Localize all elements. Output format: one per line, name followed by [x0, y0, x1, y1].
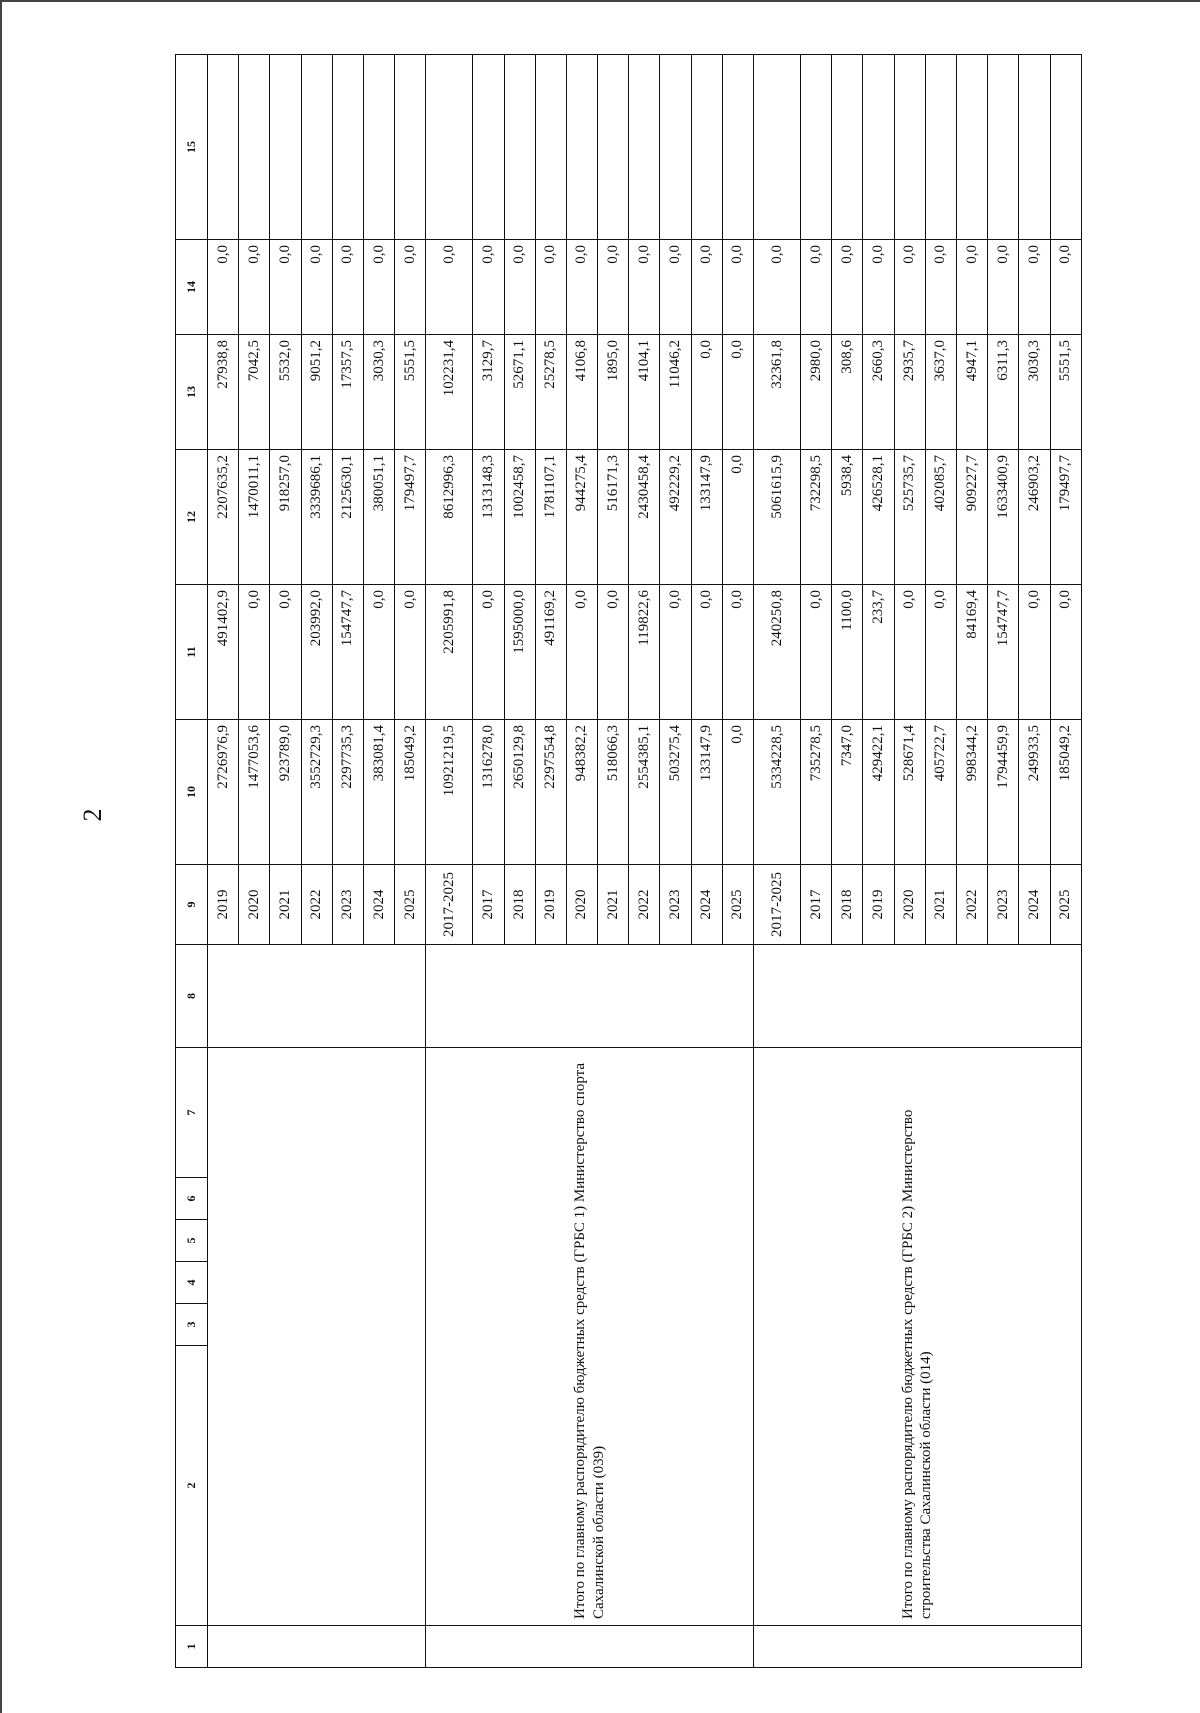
amount-cell-12: 246903,2	[1019, 450, 1050, 585]
col15-cell	[1019, 55, 1050, 240]
amount-cell-10: 7347,0	[832, 720, 863, 865]
col15-cell	[863, 55, 894, 240]
amount-cell-10: 503275,4	[660, 720, 691, 865]
amount-cell-11: 0,0	[691, 585, 722, 720]
amount-cell-13: 27938,8	[208, 335, 239, 450]
amount-cell-14: 0,0	[363, 240, 394, 335]
year-cell: 2017	[801, 865, 832, 945]
amount-cell-13: 32361,8	[754, 335, 801, 450]
amount-cell-12: 402085,7	[925, 450, 956, 585]
col-header-5: 5	[176, 1220, 208, 1262]
grbs-title: Итого по главному распорядителю бюджетных средств (ГРБС 1) Министерство спорта Сахалинской области (039)	[426, 1048, 754, 1626]
amount-cell-10: 0,0	[722, 720, 753, 865]
amount-cell-10: 429422,1	[863, 720, 894, 865]
year-cell: 2022	[629, 865, 660, 945]
col-header-12: 12	[176, 450, 208, 585]
amount-cell-13: 2980,0	[801, 335, 832, 450]
amount-cell-11: 119822,6	[629, 585, 660, 720]
amount-cell-13: 25278,5	[535, 335, 566, 450]
amount-cell-13: 1895,0	[598, 335, 629, 450]
amount-cell-14: 0,0	[988, 240, 1019, 335]
year-cell: 2020	[566, 865, 597, 945]
col8-cell	[208, 945, 426, 1048]
amount-cell-11: 0,0	[395, 585, 426, 720]
amount-cell-11: 154747,7	[332, 585, 363, 720]
col15-cell	[925, 55, 956, 240]
year-cell: 2019	[863, 865, 894, 945]
amount-cell-13: 102231,4	[426, 335, 473, 450]
amount-cell-13: 11046,2	[660, 335, 691, 450]
amount-cell-13: 0,0	[722, 335, 753, 450]
amount-cell-12: 2430458,4	[629, 450, 660, 585]
amount-cell-13: 308,6	[832, 335, 863, 450]
col8-cell	[426, 945, 754, 1048]
amount-cell-13: 17357,5	[332, 335, 363, 450]
amount-cell-11: 0,0	[801, 585, 832, 720]
amount-cell-12: 3339686,1	[301, 450, 332, 585]
year-cell: 2024	[363, 865, 394, 945]
rownum-cell	[426, 1626, 754, 1668]
amount-cell-14: 0,0	[270, 240, 301, 335]
amount-cell-11: 2205991,8	[426, 585, 473, 720]
amount-cell-12: 2125630,1	[332, 450, 363, 585]
amount-cell-12: 179497,7	[395, 450, 426, 585]
amount-cell-12: 1313148,3	[473, 450, 504, 585]
amount-cell-11: 0,0	[894, 585, 925, 720]
amount-cell-13: 3129,7	[473, 335, 504, 450]
amount-cell-13: 4947,1	[956, 335, 987, 450]
col15-cell	[332, 55, 363, 240]
year-cell: 2017-2025	[426, 865, 473, 945]
year-cell: 2022	[956, 865, 987, 945]
amount-cell-10: 518066,3	[598, 720, 629, 865]
amount-cell-11: 0,0	[239, 585, 270, 720]
table-body	[208, 55, 1082, 1668]
year-cell: 2020	[239, 865, 270, 945]
rownum-cell	[208, 1626, 426, 1668]
amount-cell-12: 944275,4	[566, 450, 597, 585]
year-cell: 2018	[832, 865, 863, 945]
amount-cell-12: 918257,0	[270, 450, 301, 585]
amount-cell-11: 240250,8	[754, 585, 801, 720]
col15-cell	[473, 55, 504, 240]
amount-cell-14: 0,0	[801, 240, 832, 335]
amount-cell-13: 3030,3	[1019, 335, 1050, 450]
year-cell: 2024	[691, 865, 722, 945]
year-cell: 2017	[473, 865, 504, 945]
year-cell: 2017-2025	[754, 865, 801, 945]
year-cell: 2025	[1050, 865, 1081, 945]
amount-cell-12: 133147,9	[691, 450, 722, 585]
col8-cell	[754, 945, 1082, 1048]
amount-cell-13: 0,0	[691, 335, 722, 450]
amount-cell-10: 133147,9	[691, 720, 722, 865]
amount-cell-14: 0,0	[239, 240, 270, 335]
amount-cell-12: 5938,4	[832, 450, 863, 585]
col15-cell	[629, 55, 660, 240]
amount-cell-14: 0,0	[754, 240, 801, 335]
amount-cell-11: 0,0	[722, 585, 753, 720]
amount-cell-11: 0,0	[1050, 585, 1081, 720]
amount-cell-14: 0,0	[566, 240, 597, 335]
amount-cell-12: 0,0	[722, 450, 753, 585]
amount-cell-11: 491169,2	[535, 585, 566, 720]
amount-cell-13: 9051,2	[301, 335, 332, 450]
col-header-6: 6	[176, 1178, 208, 1220]
col15-cell	[598, 55, 629, 240]
amount-cell-11: 0,0	[566, 585, 597, 720]
col15-cell	[301, 55, 332, 240]
amount-cell-11: 0,0	[660, 585, 691, 720]
amount-cell-14: 0,0	[535, 240, 566, 335]
col15-cell	[956, 55, 987, 240]
amount-cell-13: 7042,5	[239, 335, 270, 450]
col15-cell	[566, 55, 597, 240]
amount-cell-14: 0,0	[722, 240, 753, 335]
amount-cell-10: 1477053,6	[239, 720, 270, 865]
amount-cell-14: 0,0	[894, 240, 925, 335]
amount-cell-14: 0,0	[208, 240, 239, 335]
amount-cell-14: 0,0	[504, 240, 535, 335]
year-cell: 2023	[988, 865, 1019, 945]
year-cell: 2023	[332, 865, 363, 945]
description-cell	[208, 1048, 426, 1626]
table-row	[208, 55, 239, 1668]
amount-cell-11: 0,0	[598, 585, 629, 720]
amount-cell-12: 179497,7	[1050, 450, 1081, 585]
col-header-3: 3	[176, 1304, 208, 1346]
col15-cell	[239, 55, 270, 240]
amount-cell-11: 491402,9	[208, 585, 239, 720]
amount-cell-12: 426528,1	[863, 450, 894, 585]
amount-cell-13: 6311,3	[988, 335, 1019, 450]
col-header-13: 13	[176, 335, 208, 450]
amount-cell-14: 0,0	[956, 240, 987, 335]
amount-cell-10: 998344,2	[956, 720, 987, 865]
amount-cell-10: 2726976,9	[208, 720, 239, 865]
col-header-15: 15	[176, 55, 208, 240]
amount-cell-11: 1100,0	[832, 585, 863, 720]
year-cell: 2025	[395, 865, 426, 945]
col15-cell	[426, 55, 473, 240]
col-header-10: 10	[176, 720, 208, 865]
amount-cell-12: 1470011,1	[239, 450, 270, 585]
amount-cell-11: 0,0	[1019, 585, 1050, 720]
col15-cell	[270, 55, 301, 240]
amount-cell-13: 3637,0	[925, 335, 956, 450]
amount-cell-13: 5532,0	[270, 335, 301, 450]
amount-cell-14: 0,0	[332, 240, 363, 335]
amount-cell-14: 0,0	[301, 240, 332, 335]
amount-cell-11: 154747,7	[988, 585, 1019, 720]
column-number-row	[176, 55, 208, 1668]
amount-cell-13: 5551,5	[1050, 335, 1081, 450]
amount-cell-11: 0,0	[363, 585, 394, 720]
year-cell: 2024	[1019, 865, 1050, 945]
amount-cell-12: 1781107,1	[535, 450, 566, 585]
amount-cell-11: 0,0	[473, 585, 504, 720]
page-number: 2	[78, 808, 107, 822]
amount-cell-10: 185049,2	[395, 720, 426, 865]
col-header-4: 4	[176, 1262, 208, 1304]
amount-cell-12: 5061615,9	[754, 450, 801, 585]
col15-cell	[988, 55, 1019, 240]
rownum-cell	[754, 1626, 1082, 1668]
amount-cell-14: 0,0	[629, 240, 660, 335]
amount-cell-12: 1633400,9	[988, 450, 1019, 585]
amount-cell-10: 10921219,5	[426, 720, 473, 865]
amount-cell-12: 2207635,2	[208, 450, 239, 585]
amount-cell-12: 525735,7	[894, 450, 925, 585]
amount-cell-12: 909227,7	[956, 450, 987, 585]
amount-cell-14: 0,0	[691, 240, 722, 335]
col-header-11: 11	[176, 585, 208, 720]
year-cell: 2020	[894, 865, 925, 945]
amount-cell-10: 735278,5	[801, 720, 832, 865]
amount-cell-14: 0,0	[832, 240, 863, 335]
amount-cell-10: 528671,4	[894, 720, 925, 865]
amount-cell-10: 2650129,8	[504, 720, 535, 865]
amount-cell-11: 84169,4	[956, 585, 987, 720]
amount-cell-14: 0,0	[660, 240, 691, 335]
amount-cell-10: 5334228,5	[754, 720, 801, 865]
amount-cell-10: 405722,7	[925, 720, 956, 865]
year-cell: 2023	[660, 865, 691, 945]
amount-cell-14: 0,0	[863, 240, 894, 335]
amount-cell-11: 1595000,0	[504, 585, 535, 720]
col-header-7: 7	[176, 1048, 208, 1178]
table-row	[754, 55, 801, 1668]
amount-cell-11: 0,0	[270, 585, 301, 720]
scan-top-edge	[0, 0, 1200, 2]
amount-cell-10: 185049,2	[1050, 720, 1081, 865]
amount-cell-12: 732298,5	[801, 450, 832, 585]
year-cell: 2021	[925, 865, 956, 945]
col15-cell	[504, 55, 535, 240]
amount-cell-12: 8612996,3	[426, 450, 473, 585]
amount-cell-12: 1002458,7	[504, 450, 535, 585]
year-cell: 2021	[270, 865, 301, 945]
col15-cell	[691, 55, 722, 240]
col15-cell	[535, 55, 566, 240]
amount-cell-13: 5551,5	[395, 335, 426, 450]
amount-cell-12: 492229,2	[660, 450, 691, 585]
col15-cell	[754, 55, 801, 240]
col15-cell	[894, 55, 925, 240]
year-cell: 2018	[504, 865, 535, 945]
col15-cell	[363, 55, 394, 240]
col15-cell	[208, 55, 239, 240]
year-cell: 2025	[722, 865, 753, 945]
col-header-9: 9	[176, 865, 208, 945]
col15-cell	[722, 55, 753, 240]
amount-cell-12: 516171,3	[598, 450, 629, 585]
amount-cell-14: 0,0	[395, 240, 426, 335]
amount-cell-11: 0,0	[925, 585, 956, 720]
year-cell: 2021	[598, 865, 629, 945]
amount-cell-14: 0,0	[1019, 240, 1050, 335]
amount-cell-10: 948382,2	[566, 720, 597, 865]
grbs-title: Итого по главному распорядителю бюджетных средств (ГРБС 2) Министерство строительства Сахалинской области (014)	[754, 1048, 1082, 1626]
amount-cell-13: 2935,7	[894, 335, 925, 450]
amount-cell-10: 249933,5	[1019, 720, 1050, 865]
year-cell: 2019	[535, 865, 566, 945]
amount-cell-10: 3552729,3	[301, 720, 332, 865]
amount-cell-11: 233,7	[863, 585, 894, 720]
amount-cell-14: 0,0	[925, 240, 956, 335]
scan-left-edge	[0, 0, 2, 1713]
amount-cell-10: 2297554,8	[535, 720, 566, 865]
col15-cell	[1050, 55, 1081, 240]
col15-cell	[832, 55, 863, 240]
budget-table	[175, 54, 1082, 1668]
amount-cell-13: 52671,1	[504, 335, 535, 450]
amount-cell-10: 1316278,0	[473, 720, 504, 865]
amount-cell-13: 4104,1	[629, 335, 660, 450]
col-header-14: 14	[176, 240, 208, 335]
amount-cell-14: 0,0	[1050, 240, 1081, 335]
col15-cell	[660, 55, 691, 240]
amount-cell-14: 0,0	[473, 240, 504, 335]
col-header-1: 1	[176, 1626, 208, 1668]
year-cell: 2022	[301, 865, 332, 945]
amount-cell-12: 380051,1	[363, 450, 394, 585]
col15-cell	[801, 55, 832, 240]
col-header-2: 2	[176, 1346, 208, 1626]
year-cell: 2019	[208, 865, 239, 945]
rotated-table-wrapper	[175, 55, 1145, 1668]
amount-cell-10: 1794459,9	[988, 720, 1019, 865]
amount-cell-14: 0,0	[426, 240, 473, 335]
col-header-8: 8	[176, 945, 208, 1048]
amount-cell-13: 4106,8	[566, 335, 597, 450]
amount-cell-10: 2297735,3	[332, 720, 363, 865]
amount-cell-11: 203992,0	[301, 585, 332, 720]
amount-cell-10: 923789,0	[270, 720, 301, 865]
table-row	[426, 55, 473, 1668]
col15-cell	[395, 55, 426, 240]
amount-cell-10: 383081,4	[363, 720, 394, 865]
amount-cell-14: 0,0	[598, 240, 629, 335]
amount-cell-13: 2660,3	[863, 335, 894, 450]
amount-cell-10: 2554385,1	[629, 720, 660, 865]
amount-cell-13: 3030,3	[363, 335, 394, 450]
